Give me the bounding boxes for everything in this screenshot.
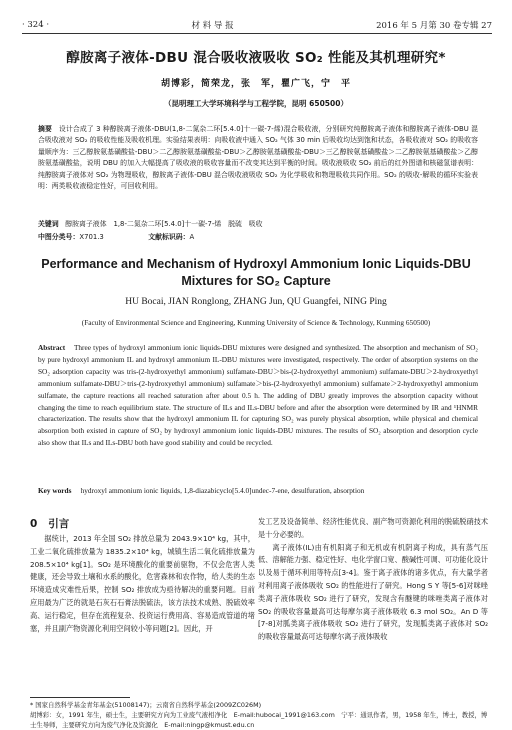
- doc-code-label: 文献标识码：: [148, 233, 190, 241]
- affiliation-english: (Faculty of Environmental Science and Engineering, Kunming University of Science & Technology, Kunming 650500): [81, 318, 431, 327]
- footnote-funding: * 国家自然科学基金青年基金(51008147)；云南省自然科学基金(2009ZC026M): [30, 701, 262, 709]
- keywords-english: [38, 486, 478, 495]
- running-header: [22, 18, 492, 32]
- abstract-label-cn: 摘要: [38, 125, 52, 133]
- keywords-label-cn: 关键词: [38, 220, 59, 228]
- keywords-text-cn: 醇胺离子液体 1,8-二氮杂二环[5.4.0]十一碳-7-烯 脱硫 吸收: [65, 220, 263, 228]
- journal-name: 材 料 导 报: [191, 21, 234, 31]
- authors-chinese: 胡博彩，简荣龙，张 军，瞿广飞，宁 平: [160, 79, 351, 89]
- issue-info: 2016 年 5 月第 30 卷专辑 27: [376, 21, 492, 31]
- body-column-right: [258, 516, 488, 644]
- title-chinese: 醇胺离子液体-DBU 混合吸收液吸收 SO₂ 性能及其机理研究*: [66, 50, 446, 66]
- section-number: 0: [30, 518, 38, 530]
- title-english: Performance and Mechanism of Hydroxyl Ammonium Ionic Liquids-DBU Mixtures for SO₂ Capture: [41, 257, 471, 288]
- doc-code: A: [189, 233, 195, 241]
- body-paragraph: 发工艺及设备简单、经济性能优良、副产物可资源化利用的脱硫脱硝技术是十分必要的。: [258, 517, 489, 539]
- keywords-chinese: [38, 218, 478, 228]
- abstract-text-en: Three types of hydroxyl ammonium ionic liquids-DBU mixtures were designed and synthesized. The absorption and mechanism of SO₂ by pure hydroxyl ammonium IL and hydroxyl ammonium IL-DBU mixtures were investigated, respectively. The order of absorption systems on the SO₂ adsorption capacity was tris-(2-hydroxyethyl ammonium) sulfamate-DBU＞bis-(2-hydroxyethyl ammonium) sulfamate-DBU＞2-hydroxyethyl ammonium sulfamate-DBU＞tris-(2-hydroxyethyl ammonium) sulfamate＞bis-(2-hydroxyethyl ammonium) sulfamate＞2-hydroxyethyl ammonium sulfamate, the capture reactions all reached saturation after about 0.5 h. The adding of DBU greatly improves the absorption capacity without changing the time to reach equilibrium state. The structure of ILs and ILs-DBU before and after the absorption were determined by IR and ¹HNMR characterization. The results show that the hydroxyl ammonium IL for capturing SO₂ was purely physical absorption, while physical and chemical absorption both existed in capture of SO₂ by hydroxyl ammonium ionic liquids-DBU mixtures. The results of SO₂ absorption and desorption cycle also show that ILs and ILs-DBU both have good stability and could be recycled.: [38, 343, 478, 448]
- authors-english: HU Bocai, JIAN Ronglong, ZHANG Jun, QU Guangfei, NING Ping: [125, 297, 387, 307]
- footnote-rule: [30, 697, 130, 698]
- abstract-label-en: Abstract: [38, 343, 66, 352]
- footnote-authors: 胡博彩：女，1991 年生，硕士生，主要研究方向为工业废气液相净化 E-mail:hubocai_1991@163.com 宁平：通讯作者，男，1958 年生，博士，教授，博士生导师，主要研究方向为废气净化及资源化 E-mail:ningp@kmust.edu.cn: [30, 711, 488, 729]
- body-paragraph: 离子液体(IL)由有机阳离子和无机或有机阴离子构成，具有蒸气压低、溶解能力强、稳定性好、电化学窗口宽、酸碱性可调、可功能化设计以及易于循环利用等特点[3-4]。鉴于离子液体的诸多优点，有大量学者对利用离子液体吸收 SO₂ 的性能进行了研究。Hong S Y 等[5-6]对咪唑类离子液体吸收 SO₂ 进行了研究，发现含有醚键的咪唑类离子液体对 SO₂ 的吸收容量最高可达每摩尔离子液体吸收 6.3 mol SO₂。An D 等[7-8]对胍类离子液体吸收 SO₂ 进行了研究，发现胍类离子液体对 SO₂ 的吸收容量最高可达每摩尔离子液体吸收: [258, 542, 489, 642]
- page-number: · 324 ·: [22, 20, 50, 30]
- abstract-chinese: [38, 124, 478, 192]
- abstract-english: [38, 342, 478, 449]
- abstract-text-cn: 设计合成了 3 种醇胺离子液体-DBU(1,8-二氮杂二环[5.4.0]十一碳-7-烯)混合吸收液，分别研究纯醇胺离子液体和醇胺离子液体-DBU 混合吸收液对 SO₂ 的吸收性能及吸收机理。实验结果表明：向吸收液中通入 SO₂ 气体 30 min 后吸收均达到饱和状态，各吸收液对 SO₂ 的吸收容量顺序为：三乙醇胺氨基磺酸盐-DBU＞二乙醇胺氨基磺酸盐-DBU＞乙醇胺氨基磺酸盐-DBU＞三乙醇胺氨基磺酸盐＞二乙醇胺氨基磺酸盐＞乙醇胺氨基磺酸盐，说明 DBU 的加入大幅提高了吸收液的吸收容量而不改变其达到平衡的时间。吸收液吸收 SO₂ 前后的红外图谱和核磁氢谱表明：纯醇胺离子液体对 SO₂ 为物理吸收，醇胺离子液体-DBU 混合吸收液吸收 SO₂ 为化学吸收和物理吸收共同作用。SO₂ 的吸收-解吸的循环实验表明：两类吸收液稳定性好，可回收利用。: [38, 125, 479, 191]
- section-title: 引言: [48, 518, 70, 530]
- classification-chinese: [38, 231, 478, 241]
- section-heading: [30, 516, 69, 531]
- keywords-label-en: Key words: [38, 486, 72, 495]
- keywords-text-en: hydroxyl ammonium ionic liquids, 1,8-diazabicyclo[5.4.0]undec-7-ene, desulfuration, absorption: [80, 486, 365, 495]
- clc-number: X701.3: [79, 233, 104, 241]
- header-rule: [22, 33, 492, 34]
- clc-label: 中图分类号：: [38, 233, 80, 241]
- body-paragraph: 据统计，2013 年全国 SO₂ 排放总量为 2043.9×10⁴ kg，其中，工业二氧化硫排放量为 1835.2×10⁴ kg，城镇生活二氧化硫排放量为 208.5×10⁴ kg[1]。SO₂ 是环境酸化的重要前驱物，不仅会危害人类健康，还会导致土壤和水系的酸化，危害森林和农作物，给人类的生态环境造成灾难性后果，控制 SO₂ 排放成为亟待解决的重要问题。目前应用最为广泛的就是石灰石石膏法脱硫法，该方法技术成熟、脱硫效率高、运行稳定，但存在流程复杂、投资运行费用高、容易造成管道的堵塞，并且副产物资源化利用空间较小等问题[2]。因此，开: [30, 534, 255, 633]
- affiliation-chinese: （昆明理工大学环境科学与工程学院，昆明 650500）: [164, 99, 348, 108]
- body-column-left: [30, 533, 255, 635]
